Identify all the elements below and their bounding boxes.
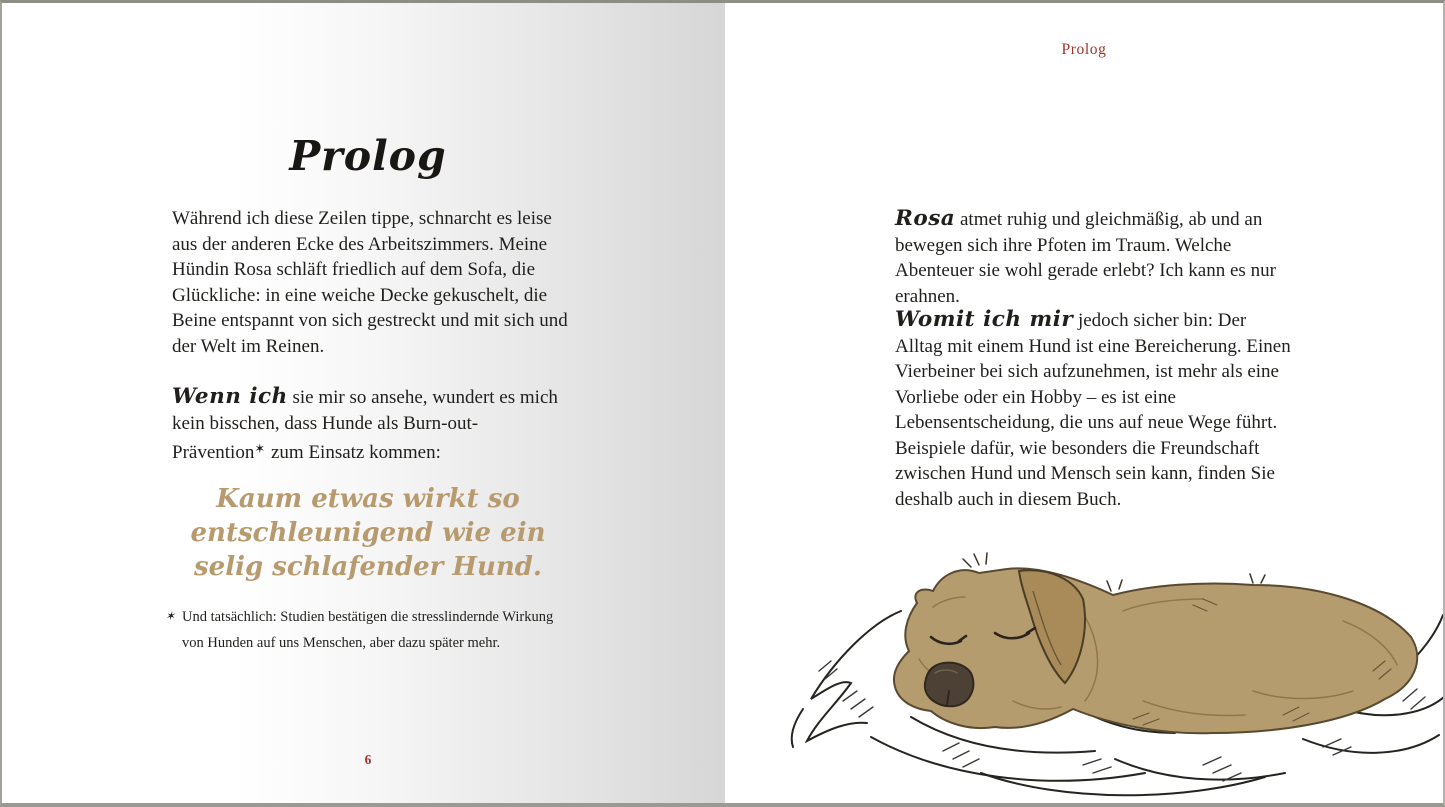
left-paragraph-1: Während ich diese Zeilen tippe, schnarcht es leise aus der anderen Ecke des Arbeitszimmers. Meine Hündin Rosa schläft friedlich auf dem Sofa, die Glückliche: in eine weiche Decke gekuschelt, die Beine entspannt von sich gestreckt und mit sich und der Welt im Reinen. xyxy=(172,208,568,357)
paragraph-text: zum Einsatz kommen: xyxy=(266,442,441,463)
chapter-heading: Prolog xyxy=(289,132,447,180)
right-page xyxy=(725,3,1443,803)
paragraph-text: sie mir so ansehe, wundert es mich kein bisschen, dass Hunde als Burn-out-Prävention xyxy=(172,387,558,463)
footnote-marker-icon: ✶ xyxy=(254,441,267,456)
lead-in-phrase: Wenn ich xyxy=(172,384,288,409)
sleeping-dog-svg xyxy=(783,549,1445,805)
left-page xyxy=(2,3,725,803)
paragraph-text: atmet ruhig und gleichmäßig, ab und an bewegen sich ihre Pfoten im Traum. Welche Abenteuer sie wohl gerade erlebt? Ich kann es nur erahnen. xyxy=(895,209,1276,307)
right-paragraph-1 xyxy=(895,206,1295,309)
footnote xyxy=(165,604,565,656)
lead-in-phrase: Womit ich mir xyxy=(895,307,1074,332)
lead-in-phrase: Rosa xyxy=(895,206,956,231)
paragraph-text: jedoch sicher bin: Der Alltag mit einem Hund ist eine Bereicherung. Einen Vierbeiner bei sich aufzunehmen, ist mehr als eine Vorliebe oder ein Hobby – es ist eine Lebensentscheidung, die uns auf neue Wege führt. Beispiele dafür, wie besonders die Freundschaft zwischen Hund und Mensch sein kann, finden Sie deshalb auch in diesem Buch. xyxy=(895,310,1291,510)
pull-quote: Kaum etwas wirkt so entschleunigend wie ein selig schlafender Hund. xyxy=(190,484,546,582)
footnote-marker-icon: ✶ xyxy=(165,609,176,623)
dog-nose xyxy=(925,663,973,707)
running-header: Prolog xyxy=(1061,41,1107,58)
dog-body xyxy=(894,568,1417,733)
page-number: 6 xyxy=(364,752,372,767)
left-paragraph-2 xyxy=(172,384,572,466)
footnote-text: Und tatsächlich: Studien bestätigen die stresslindernde Wirkung von Hunden auf uns Menschen, aber dazu später mehr. xyxy=(182,609,554,651)
sleeping-dog-illustration xyxy=(783,549,1445,805)
right-paragraph-2 xyxy=(895,307,1295,512)
